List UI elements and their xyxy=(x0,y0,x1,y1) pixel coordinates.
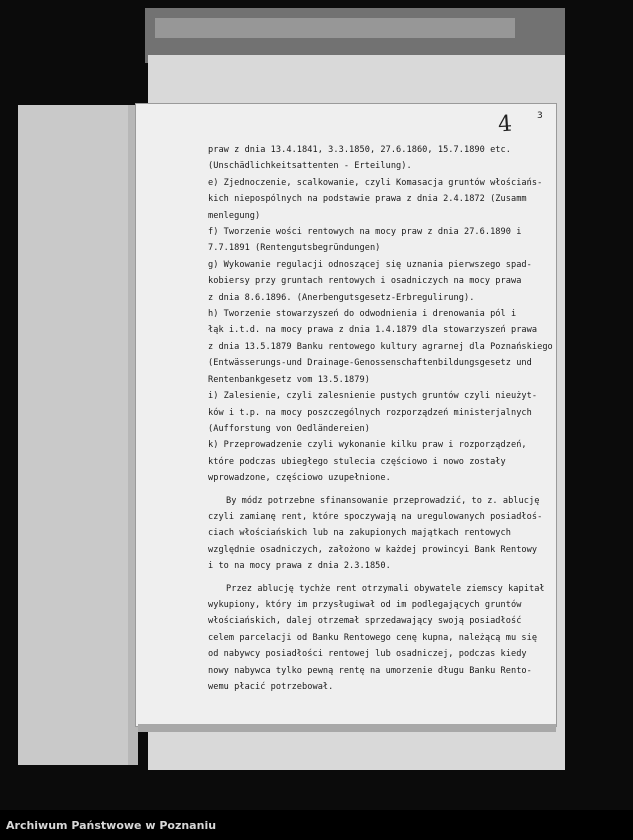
text-line: wprowadzone, częściowo uzupełnione. xyxy=(208,473,391,484)
background-sheet-edge xyxy=(155,18,515,38)
text-line: menlegung) xyxy=(208,210,261,221)
text-line: e) Zjednoczenie, scalkowanie, czyli Komasacja gruntów włościańs- xyxy=(208,177,543,188)
text-line: wykupiony, który im przysługiwał od im podlegających gruntów xyxy=(208,599,522,610)
text-line: względnie osadniczych, założono w każdej prowincyi Bank Rentowy xyxy=(208,544,538,555)
text-line: łąk i.t.d. na mocy prawa z dnia 1.4.1879 dla stowarzyszeń prawa xyxy=(208,325,538,336)
left-paper-strip xyxy=(18,105,138,765)
typed-text-block xyxy=(208,142,553,695)
text-line: wemu płacić potrzebował. xyxy=(208,682,334,692)
archive-footer-bar xyxy=(0,810,633,840)
text-line: i) Zalesienie, czyli zalesnienie pustych gruntów czyli nieużyt- xyxy=(208,391,538,402)
text-line: f) Tworzenie wości rentowych na mocy praw z dnia 27.6.1890 i xyxy=(208,227,522,238)
text-line: (Unschädlichkeitsattenten - Erteilung). xyxy=(208,161,412,172)
text-line: ciach włościańskich lub na zakupionych majątkach rentowych xyxy=(208,528,511,539)
text-line: (Aufforstung von Oedländereien) xyxy=(208,423,370,434)
text-line: celem parcelacji od Banku Rentowego cenę kupna, należącą mu się xyxy=(208,632,538,643)
text-line: ków i t.p. na mocy poszczególnych rozporządzeń ministerjalnych xyxy=(208,407,532,418)
text-line: kich niepospólnych na podstawie prawa z dnia 2.4.1872 (Zusamm xyxy=(208,194,527,205)
text-line: z dnia 13.5.1879 Banku rentowego kultury agrarnej dla Poznańskiego xyxy=(208,341,553,352)
text-line: Rentenbankgesetz vom 13.5.1879) xyxy=(208,374,370,385)
text-line: kobiersy przy gruntach rentowych i osadniczych na mocy prawa xyxy=(208,276,522,287)
text-line: h) Tworzenie stowarzyszeń do odwodnienia i drenowania pól i xyxy=(208,309,517,320)
text-line: czyli zamianę rent, które spoczywają na uregulowanych posiadłoś- xyxy=(208,511,543,522)
text-line: k) Przeprowadzenie czyli wykonanie kilku praw i rozporządzeń, xyxy=(208,440,527,451)
handwritten-page-number: 4 xyxy=(497,111,513,138)
text-line: z dnia 8.6.1896. (Anerbengutsgesetz-Erbregulirung). xyxy=(208,292,475,303)
page-bottom-edge xyxy=(138,724,556,732)
text-line: By módz potrzebne sfinansowanie przeprowadzić, to z. ablucję xyxy=(226,495,540,506)
archive-label: Archiwum Państwowe w Poznaniu xyxy=(6,819,217,832)
text-line: które podczas ubiegłego stulecia częściowo i nowo zostały xyxy=(208,456,506,467)
text-line: nowy nabywca tylko pewną rentę na umorzenie długu Banku Rento- xyxy=(208,665,532,676)
text-line: od nabywcy posiadłości rentowej lub osadniczej, podczas kiedy xyxy=(208,649,527,660)
text-line: g) Wykowanie regulacji odnoszącej się uznania pierwszego spad- xyxy=(208,259,532,270)
sheet-number: 3 xyxy=(537,111,543,121)
text-line: włościańskich, dalej otrzemał sprzedawający swoją posiadłość xyxy=(208,616,522,627)
text-line: 7.7.1891 (Rentengutsbegründungen) xyxy=(208,243,381,254)
text-line: praw z dnia 13.4.1841, 3.3.1850, 27.6.1860, 15.7.1890 etc. xyxy=(208,145,511,155)
text-line: Przez ablucję tychże rent otrzymali obywatele ziemscy kapitał xyxy=(226,583,545,594)
text-line: (Entwässerungs-und Drainage-Genossenschaftenbildungsgesetz und xyxy=(208,358,532,369)
text-line: i to na mocy prawa z dnia 2.3.1850. xyxy=(208,561,391,572)
